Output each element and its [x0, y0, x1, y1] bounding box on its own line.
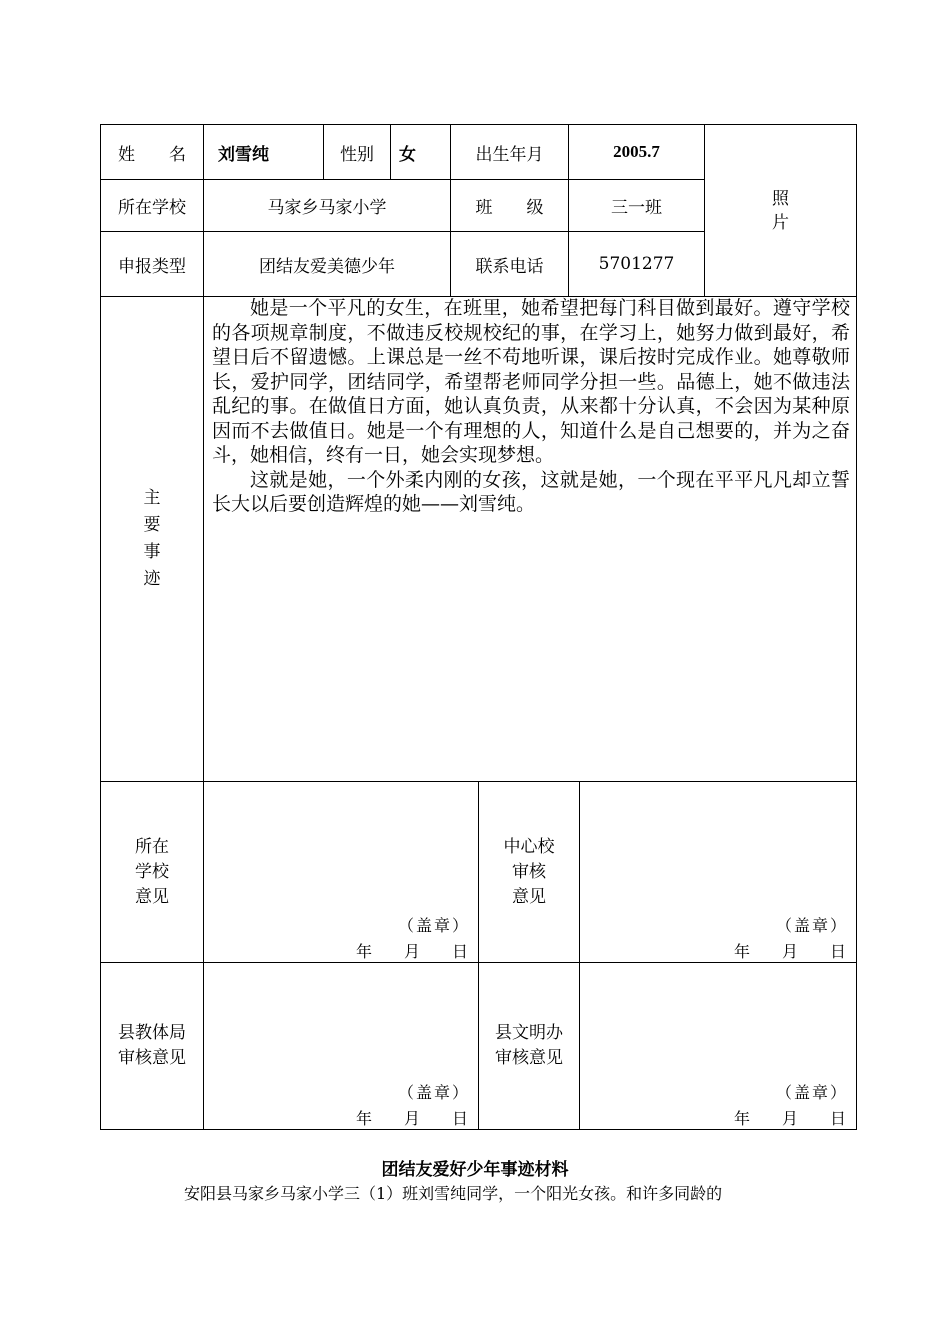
phone-value — [569, 232, 704, 296]
date-day: 日 — [829, 1109, 846, 1128]
date-year: 年 — [734, 1109, 751, 1128]
date-month: 月 — [781, 942, 798, 961]
deeds-paragraph-2: 这就是她，一个外柔内刚的女孩，这就是她，一个现在平平凡凡却立誓长大以后要创造辉煌的她——刘雪纯。 — [212, 468, 850, 515]
photo-box — [705, 125, 856, 296]
date-day: 日 — [829, 942, 846, 961]
deeds-label-char-4: 迹 — [143, 569, 161, 589]
date-year: 年 — [734, 942, 751, 961]
birth-value-text: 2005.7 — [613, 142, 660, 161]
footer-intro: 安阳县马家乡马家小学三（1）班刘雪纯同学，一个阳光女孩。和许多同龄的 — [184, 1184, 723, 1203]
photo-label-line-2: 片 — [772, 212, 789, 233]
birth-label-text: 出生年月 — [475, 144, 544, 165]
date-month: 月 — [403, 1109, 420, 1128]
gender-value — [391, 125, 450, 179]
phone-value-text: 5701277 — [598, 254, 675, 274]
school-label-text: 所在学校 — [118, 198, 186, 218]
date-year: 年 — [356, 942, 373, 961]
date-day: 日 — [451, 1109, 468, 1128]
civil-opinion-seal: （盖章） — [776, 1083, 849, 1102]
deeds-label — [101, 297, 203, 781]
date-year: 年 — [356, 1109, 373, 1128]
date-month: 月 — [781, 1109, 798, 1128]
school-opinion-line-1: 所在 — [135, 836, 169, 857]
photo-label-line-1: 照 — [772, 188, 789, 209]
name-label-text: 姓 名 — [118, 144, 186, 165]
civil-opinion-line-2: 审核意见 — [495, 1048, 563, 1068]
col-divider-opinion-label — [579, 781, 580, 1130]
school-opinion-line-3: 意见 — [135, 886, 169, 907]
bureau-opinion-label — [101, 963, 203, 1129]
gender-value-text: 女 — [399, 144, 416, 165]
deeds-label-char-2: 要 — [143, 515, 161, 535]
type-value-text: 团结友爱美德少年 — [259, 256, 395, 277]
class-label — [451, 180, 568, 231]
school-opinion-label — [101, 782, 203, 962]
birth-label — [451, 125, 568, 179]
gender-label — [324, 125, 390, 179]
gender-label-text: 性别 — [340, 144, 374, 165]
civil-opinion-label — [479, 963, 579, 1129]
center-opinion-seal: （盖章） — [776, 916, 849, 935]
class-value — [569, 180, 704, 231]
date-day: 日 — [451, 942, 468, 961]
bureau-opinion-line-2: 审核意见 — [118, 1048, 186, 1068]
school-opinion-date — [356, 939, 468, 962]
class-value-text: 三一班 — [611, 198, 662, 218]
civil-opinion-line-1: 县文明办 — [495, 1023, 563, 1043]
center-opinion-line-1: 中心校 — [503, 836, 555, 857]
date-month: 月 — [403, 942, 420, 961]
bureau-opinion-seal: （盖章） — [398, 1083, 471, 1102]
deeds-paragraph-1: 她是一个平凡的女生，在班里，她希望把每门科目做到最好。遵守学校的各项规章制度，不做违反校规校纪的事，在学习上，她努力做到最好，希望日后不留遗憾。上课总是一丝不苟地听课，课后按时完成作业。她尊敬师长，爱护同学，团结同学，希望帮老师同学分担一些。品德上，她不做违法乱纪的事。在做值日方面，她认真负责，从来都十分认真，不会因为某种原因而不去做值日。她是一个有理想的人，知道什么是自己想要的，并为之奋斗，她相信，终有一日，她会实现梦想。 — [212, 297, 850, 466]
type-label — [101, 232, 203, 296]
school-value — [204, 180, 450, 231]
bureau-opinion-date — [356, 1106, 468, 1129]
deeds-label-char-1: 主 — [143, 488, 161, 508]
phone-label — [451, 232, 568, 296]
phone-label-text: 联系电话 — [475, 256, 544, 277]
table-right-border — [856, 124, 857, 1130]
name-value — [204, 125, 323, 179]
center-opinion-label — [479, 782, 579, 962]
name-label — [101, 125, 203, 179]
footer-title: 团结友爱好少年事迹材料 — [381, 1160, 569, 1180]
civil-opinion-date — [734, 1106, 846, 1129]
school-opinion-seal: （盖章） — [398, 916, 471, 935]
birth-value — [569, 125, 704, 179]
center-opinion-date — [734, 939, 846, 962]
school-value-text: 马家乡马家小学 — [267, 198, 387, 218]
center-opinion-line-2: 审核 — [512, 861, 546, 882]
type-value — [204, 232, 450, 296]
center-opinion-line-3: 意见 — [512, 886, 546, 907]
school-opinion-line-2: 学校 — [135, 861, 169, 882]
name-value-text: 刘雪纯 — [218, 144, 269, 165]
bureau-opinion-line-1: 县教体局 — [118, 1023, 186, 1043]
deeds-text — [212, 296, 850, 517]
class-label-text: 班 级 — [475, 198, 544, 218]
school-label — [101, 180, 203, 231]
type-label-text: 申报类型 — [118, 256, 186, 277]
deeds-label-char-3: 事 — [143, 542, 161, 562]
